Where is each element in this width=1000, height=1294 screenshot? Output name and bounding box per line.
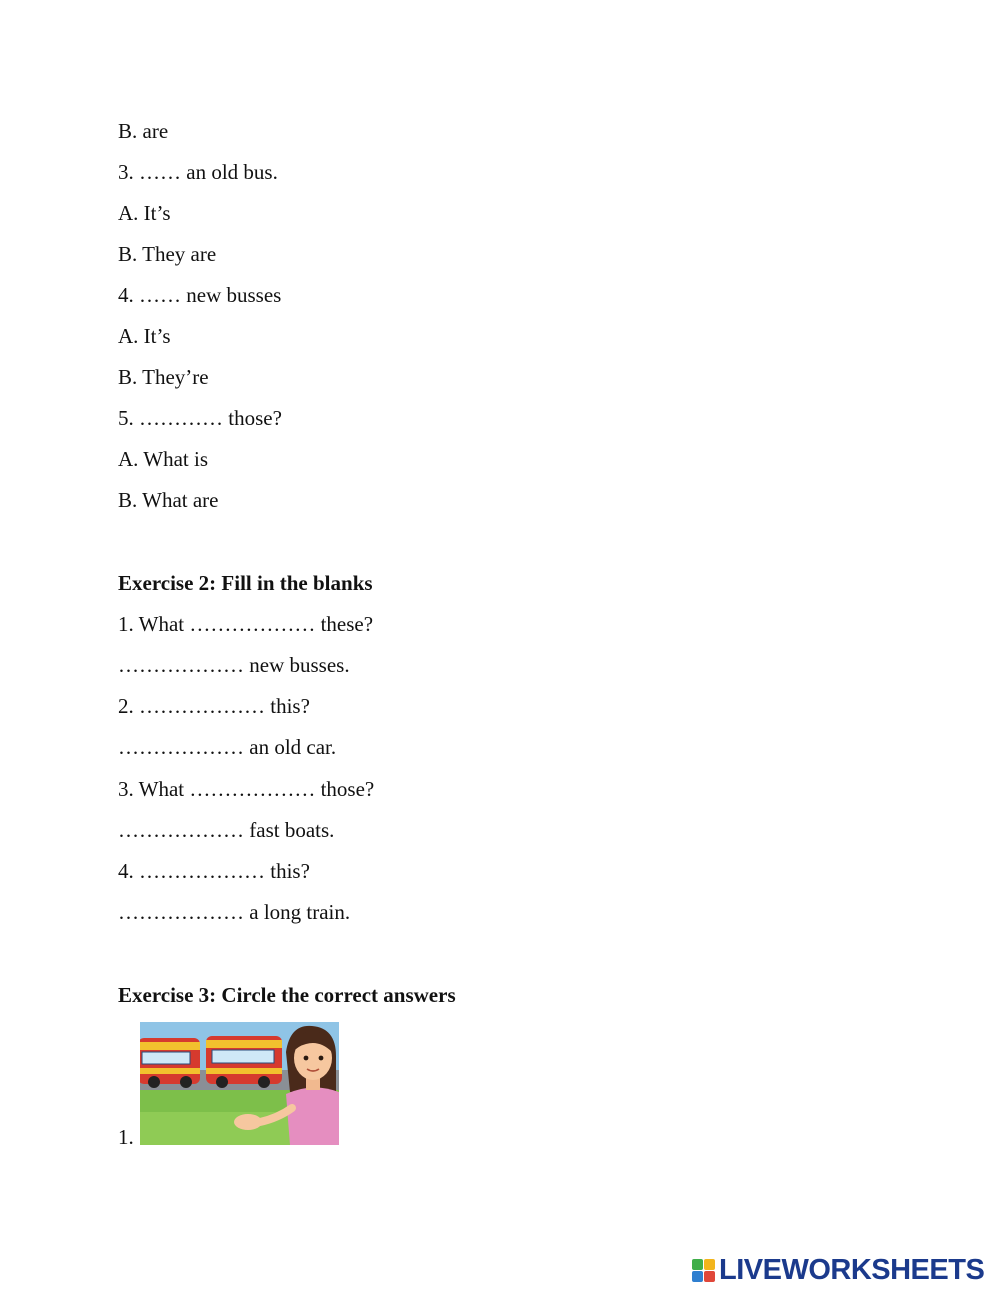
buses-girl-illustration <box>140 1022 339 1145</box>
bus-left <box>140 1038 200 1088</box>
question-3: 3. …… an old bus. <box>118 160 278 184</box>
question-5-option-b: B. What are <box>118 488 219 512</box>
exercise-2-line-7: 4. ……………… this? <box>118 859 310 883</box>
liveworksheets-logo[interactable] <box>692 1254 984 1286</box>
exercise-2-line-2: ……………… new busses. <box>118 653 350 677</box>
exercise-2-line-1: 1. What ……………… these? <box>118 612 374 636</box>
bus-right <box>206 1036 282 1088</box>
question-5-option-a: A. What is <box>118 447 209 471</box>
exercise-2-line-4: ……………… an old car. <box>118 735 337 759</box>
question-3-option-a: A. It’s <box>118 201 171 225</box>
exercise-3-heading: Exercise 3: Circle the correct answers <box>118 983 456 1007</box>
exercise-3-item-1-number: 1. <box>118 1125 134 1149</box>
question-4-option-a: A. It’s <box>118 324 171 348</box>
exercise-2-line-5: 3. What ……………… those? <box>118 777 375 801</box>
question-3-option-b: B. They are <box>118 242 217 266</box>
question-5: 5. ………… those? <box>118 406 282 430</box>
exercise-2-line-8: ……………… a long train. <box>118 900 351 924</box>
exercise-2-line-3: 2. ……………… this? <box>118 694 310 718</box>
question-4: 4. …… new busses <box>118 283 282 307</box>
exercise-2-line-6: ……………… fast boats. <box>118 818 335 842</box>
question-4-option-b: B. They’re <box>118 365 209 389</box>
liveworksheets-logo-icon <box>692 1259 715 1282</box>
exercise-2-heading: Exercise 2: Fill in the blanks <box>118 571 373 595</box>
liveworksheets-logo-text: LIVEWORKSHEETS <box>719 1253 985 1286</box>
option-b-are: B. are <box>118 119 169 143</box>
